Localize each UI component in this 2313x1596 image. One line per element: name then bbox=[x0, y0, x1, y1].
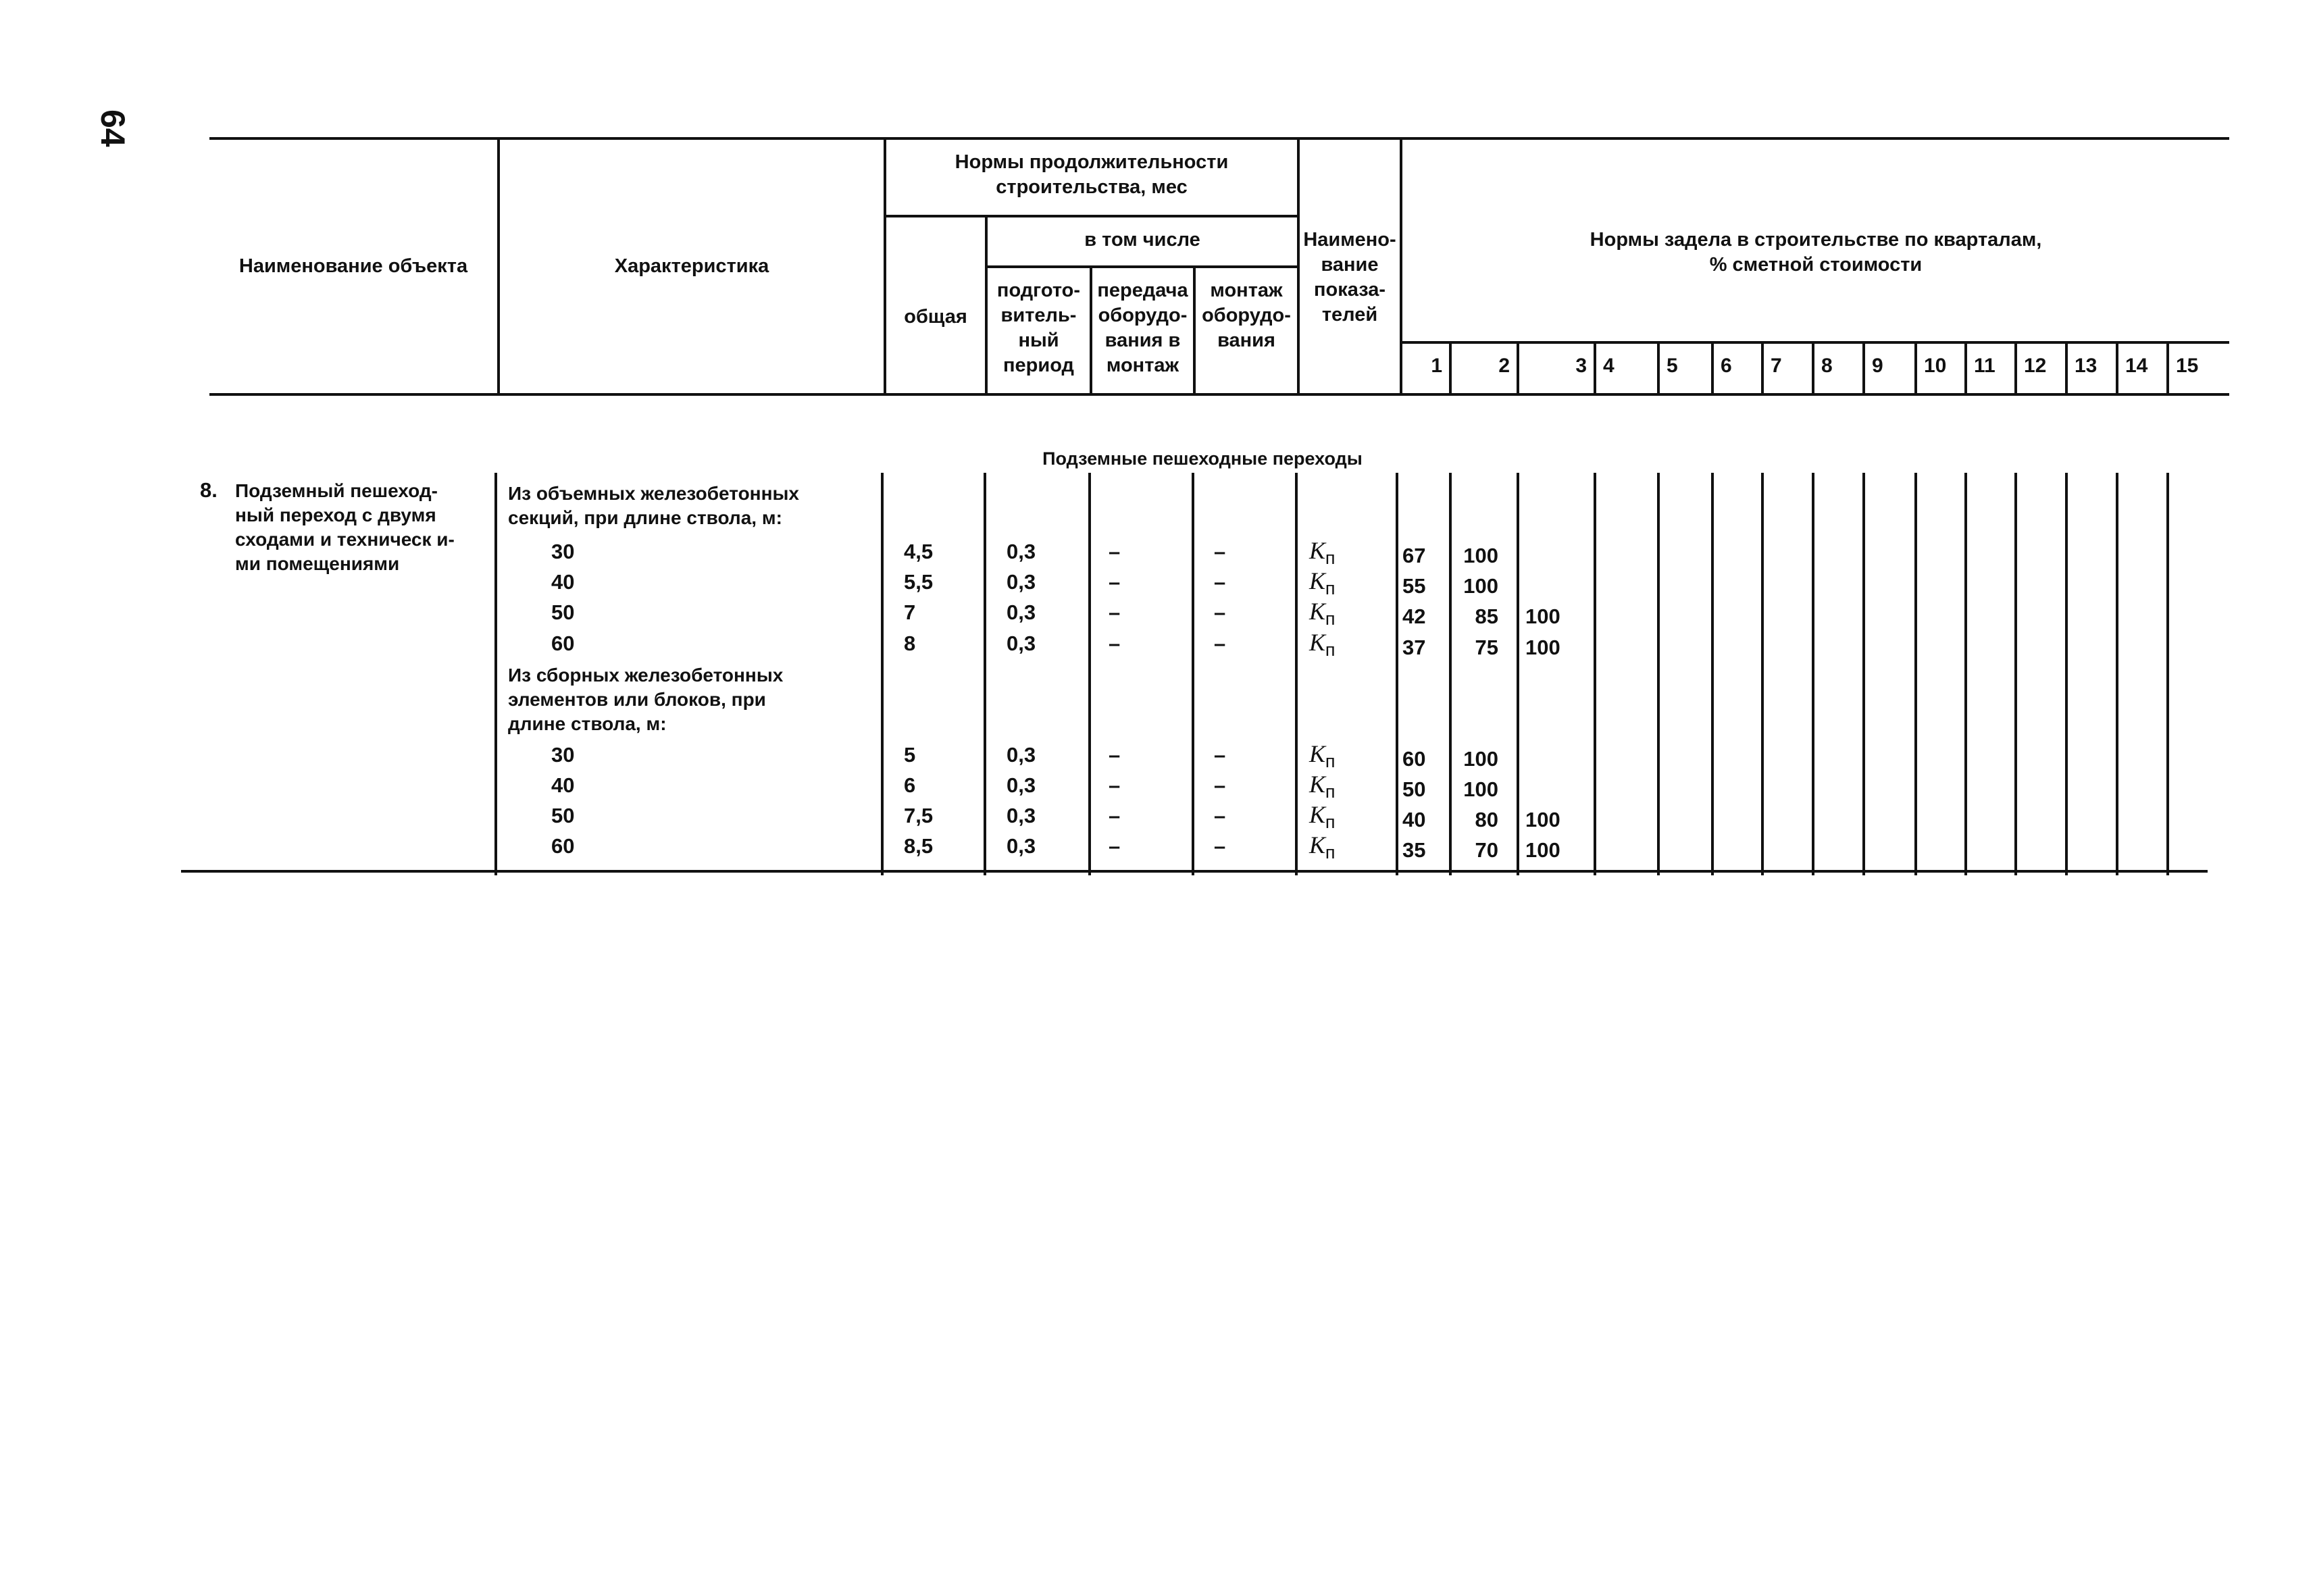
row-total: 4,5 bbox=[904, 540, 934, 563]
quarter-header-6: 6 bbox=[1721, 355, 1732, 377]
object-number: 8. bbox=[200, 478, 218, 502]
quarter-header-1: 1 bbox=[1431, 355, 1442, 377]
row-equipment-installation: – bbox=[1214, 743, 1226, 767]
row-total: 5 bbox=[904, 743, 916, 767]
quarter-header-15: 15 bbox=[2176, 355, 2199, 377]
row-equipment-installation: – bbox=[1214, 632, 1226, 655]
body-divider bbox=[2166, 473, 2169, 875]
row-equipment-transfer: – bbox=[1109, 540, 1121, 563]
body-divider bbox=[1761, 473, 1764, 875]
header-divider bbox=[885, 215, 1298, 217]
row-q3: 100 bbox=[1525, 808, 1560, 831]
row-prep-period: 0,3 bbox=[1007, 804, 1036, 827]
row-q1: 37 bbox=[1402, 636, 1426, 659]
quarter-divider bbox=[1914, 342, 1917, 395]
quarter-divider bbox=[1594, 342, 1596, 395]
row-length: 50 bbox=[551, 804, 575, 827]
header-object-name: Наименование объекта bbox=[238, 255, 468, 277]
row-total: 5,5 bbox=[904, 570, 934, 594]
row-indicator: $К_п$ bbox=[1309, 537, 1336, 569]
table-bottom-rule bbox=[181, 870, 2208, 873]
body-divider bbox=[2014, 473, 2017, 875]
page-number: 64 bbox=[94, 109, 132, 147]
body-divider bbox=[1914, 473, 1917, 875]
body-divider bbox=[1396, 473, 1398, 875]
row-q1: 40 bbox=[1402, 808, 1426, 831]
body-divider bbox=[1812, 473, 1814, 875]
body-divider bbox=[1862, 473, 1865, 875]
quarter-divider bbox=[1711, 342, 1714, 395]
row-indicator: $К_п$ bbox=[1309, 629, 1336, 661]
row-equipment-transfer: – bbox=[1109, 743, 1121, 767]
quarter-header-2: 2 bbox=[1498, 355, 1510, 377]
quarter-divider bbox=[2014, 342, 2017, 395]
quarter-header-3: 3 bbox=[1575, 355, 1587, 377]
row-prep-period: 0,3 bbox=[1007, 570, 1036, 594]
row-length: 60 bbox=[551, 632, 575, 655]
header-indicator-name: Наимено- вание показа- телей bbox=[1303, 229, 1396, 326]
row-equipment-installation: – bbox=[1214, 570, 1226, 594]
row-q3: 100 bbox=[1525, 604, 1560, 628]
row-indicator: $К_п$ bbox=[1309, 771, 1336, 802]
row-equipment-transfer: – bbox=[1109, 600, 1121, 624]
row-q2: 100 bbox=[1463, 747, 1498, 771]
row-equipment-transfer: – bbox=[1109, 804, 1121, 827]
body-divider bbox=[1594, 473, 1596, 875]
row-q1: 42 bbox=[1402, 604, 1426, 628]
quarter-header-4: 4 bbox=[1603, 355, 1615, 377]
row-q3: 100 bbox=[1525, 838, 1560, 862]
header-backlog-norms: Нормы задела в строительстве по кварталам, % сметной стоимости bbox=[1590, 229, 2042, 276]
quarter-divider bbox=[1657, 342, 1660, 395]
body-divider bbox=[1964, 473, 1967, 875]
row-length: 30 bbox=[551, 743, 575, 767]
quarter-divider bbox=[1812, 342, 1814, 395]
quarter-header-5: 5 bbox=[1667, 355, 1678, 377]
group-caption-2: Из сборных железобетонных элементов или блоков, при длине ствола, м: bbox=[508, 665, 784, 734]
row-equipment-transfer: – bbox=[1109, 632, 1121, 655]
row-q1: 67 bbox=[1402, 544, 1426, 567]
header-including: в том числе bbox=[1084, 229, 1200, 251]
header-duration-norms: Нормы продолжительности строительства, мес bbox=[955, 151, 1229, 198]
row-total: 7 bbox=[904, 600, 916, 624]
row-prep-period: 0,3 bbox=[1007, 743, 1036, 767]
row-equipment-transfer: – bbox=[1109, 834, 1121, 858]
quarter-divider bbox=[2065, 342, 2068, 395]
quarter-divider bbox=[1964, 342, 1967, 395]
row-length: 50 bbox=[551, 600, 575, 624]
body-divider bbox=[1295, 473, 1298, 875]
quarter-divider bbox=[1862, 342, 1865, 395]
row-indicator: $К_п$ bbox=[1309, 801, 1336, 833]
row-total: 8 bbox=[904, 632, 916, 655]
row-prep-period: 0,3 bbox=[1007, 773, 1036, 797]
quarter-divider bbox=[2166, 342, 2169, 395]
header-divider bbox=[1401, 341, 2229, 344]
header-total: общая bbox=[904, 306, 967, 328]
row-q2: 100 bbox=[1463, 544, 1498, 567]
row-q2: 75 bbox=[1475, 636, 1498, 659]
row-length: 30 bbox=[551, 540, 575, 563]
row-q1: 50 bbox=[1402, 777, 1426, 801]
row-prep-period: 0,3 bbox=[1007, 834, 1036, 858]
row-indicator: $К_п$ bbox=[1309, 598, 1336, 629]
row-equipment-installation: – bbox=[1214, 773, 1226, 797]
body-divider bbox=[984, 473, 986, 875]
row-equipment-transfer: – bbox=[1109, 570, 1121, 594]
row-q1: 35 bbox=[1402, 838, 1426, 862]
header-prep-period: подгото- витель- ный период bbox=[996, 280, 1081, 376]
body-divider bbox=[2065, 473, 2068, 875]
header-equipment-installation: монтаж оборудо- вания bbox=[1202, 280, 1291, 351]
header-characteristic: Характеристика bbox=[614, 255, 769, 277]
row-equipment-installation: – bbox=[1214, 804, 1226, 827]
row-prep-period: 0,3 bbox=[1007, 600, 1036, 624]
object-name: Подземный пешеход- ный переход с двумя сходами и техническ и- ми помещениями bbox=[235, 480, 455, 574]
row-total: 6 bbox=[904, 773, 916, 797]
row-q2: 70 bbox=[1475, 838, 1498, 862]
quarter-header-12: 12 bbox=[2024, 355, 2047, 377]
quarter-divider bbox=[2116, 342, 2118, 395]
body-divider bbox=[1192, 473, 1194, 875]
row-indicator: $К_п$ bbox=[1309, 831, 1336, 863]
row-total: 8,5 bbox=[904, 834, 934, 858]
quarter-divider bbox=[1761, 342, 1764, 395]
row-indicator: $К_п$ bbox=[1309, 740, 1336, 772]
row-q2: 100 bbox=[1463, 574, 1498, 598]
header-top-rule bbox=[209, 137, 2229, 140]
row-equipment-installation: – bbox=[1214, 834, 1226, 858]
body-divider bbox=[881, 473, 884, 875]
row-q1: 60 bbox=[1402, 747, 1426, 771]
section-title: Подземные пешеходные переходы bbox=[1042, 448, 1363, 469]
header-divider bbox=[986, 265, 1298, 268]
row-q2: 85 bbox=[1475, 604, 1498, 628]
row-length: 60 bbox=[551, 834, 575, 858]
quarter-header-14: 14 bbox=[2125, 355, 2148, 377]
row-prep-period: 0,3 bbox=[1007, 632, 1036, 655]
header-equipment-transfer: передача оборудо- вания в монтаж bbox=[1097, 280, 1188, 376]
header-bottom-rule bbox=[209, 393, 2229, 396]
row-q2: 80 bbox=[1475, 808, 1498, 831]
body-divider bbox=[1517, 473, 1519, 875]
quarter-header-13: 13 bbox=[2075, 355, 2098, 377]
quarter-header-10: 10 bbox=[1924, 355, 1947, 377]
body-divider bbox=[1657, 473, 1660, 875]
row-length: 40 bbox=[551, 773, 575, 797]
row-total: 7,5 bbox=[904, 804, 934, 827]
body-divider bbox=[1449, 473, 1452, 875]
quarter-header-11: 11 bbox=[1974, 355, 1996, 377]
quarter-header-9: 9 bbox=[1872, 355, 1883, 377]
row-q1: 55 bbox=[1402, 574, 1426, 598]
row-q3: 100 bbox=[1525, 636, 1560, 659]
quarter-header-8: 8 bbox=[1821, 355, 1833, 377]
row-equipment-installation: – bbox=[1214, 600, 1226, 624]
group-caption-1: Из объемных железобетонных секций, при длине ствола, м: bbox=[508, 483, 799, 528]
row-equipment-installation: – bbox=[1214, 540, 1226, 563]
row-q2: 100 bbox=[1463, 777, 1498, 801]
body-divider bbox=[2116, 473, 2118, 875]
body-divider bbox=[1088, 473, 1091, 875]
row-equipment-transfer: – bbox=[1109, 773, 1121, 797]
body-divider bbox=[1711, 473, 1714, 875]
row-prep-period: 0,3 bbox=[1007, 540, 1036, 563]
row-length: 40 bbox=[551, 570, 575, 594]
body-divider bbox=[494, 473, 497, 875]
row-indicator: $К_п$ bbox=[1309, 567, 1336, 599]
quarter-header-7: 7 bbox=[1771, 355, 1782, 377]
